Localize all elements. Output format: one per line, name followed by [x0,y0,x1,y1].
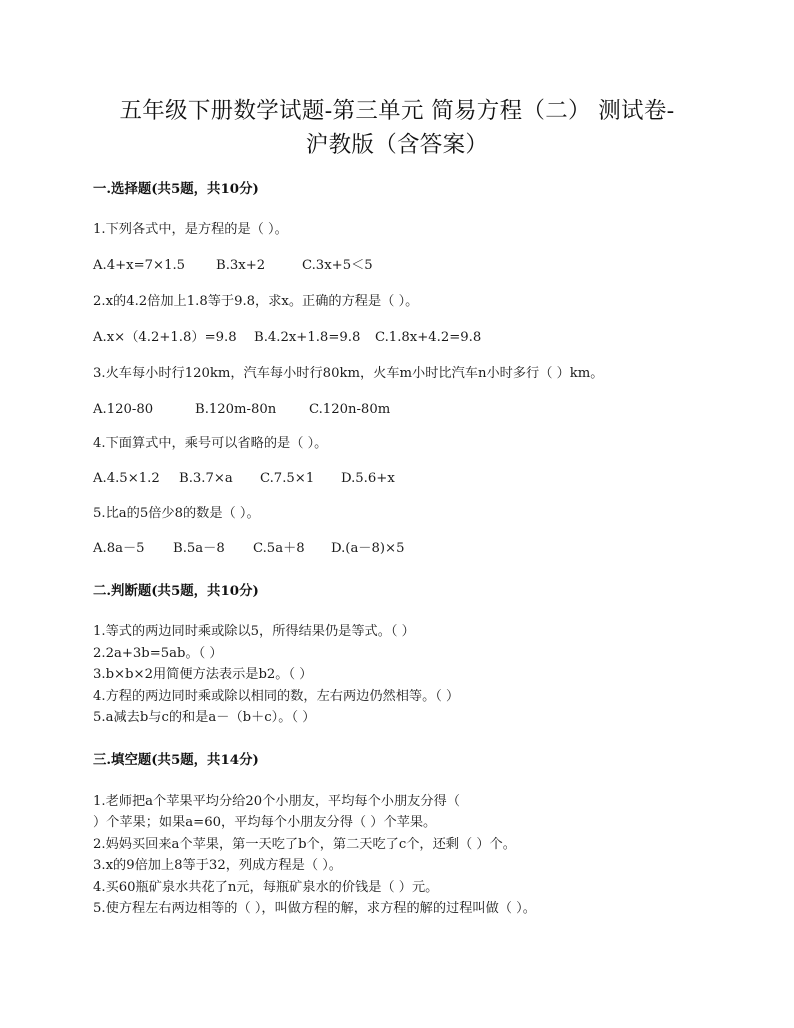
question-3: 3.火车每小时行120km，汽车每小时行80km，火车m小时比汽车n小时多行（ ）km。 [93,366,604,381]
option-d: D.(a－8)×5 [331,541,405,556]
option-b: B.120m-80n [195,402,277,417]
question-2: 2.x的4.2倍加上1.8等于9.8，求x。正确的方程是（ ）。 [93,294,419,309]
option-b: B.5a－8 [173,541,225,556]
fill-item-1-line-1: 1.老师把a个苹果平均分给20个小朋友，平均每个小朋友分得（ [93,794,460,809]
option-c: C.3x+5＜5 [302,258,373,273]
option-b: B.4.2x+1.8=9.8 [254,330,361,345]
question-4: 4.下面算式中，乘号可以省略的是（ ）。 [93,436,328,451]
option-a: A.x×（4.2+1.8）=9.8 [93,330,237,345]
option-b: B.3.7×a [179,471,233,486]
section-heading-choice: 一.选择题(共5题，共10分) [93,181,259,197]
option-c: C.120n-80m [309,402,391,417]
judge-item-5: 5.a减去b与c的和是a－（b＋c）。（ ） [93,710,316,725]
fill-item-4: 4.买60瓶矿泉水共花了n元，每瓶矿泉水的价钱是（ ）元。 [93,880,439,895]
question-2-options [93,329,481,347]
judge-item-3: 3.b×b×2用简便方法表示是b2。（ ） [93,667,313,682]
question-5: 5.比a的5倍少8的数是（ ）。 [93,506,260,521]
option-c: C.5a＋8 [253,541,305,556]
fill-item-3: 3.x的9倍加上8等于32，列成方程是（ ）。 [93,858,342,873]
option-a: A.4.5×1.2 [93,471,160,486]
question-4-options [93,470,395,488]
section-heading-judge: 二.判断题(共5题，共10分) [93,583,259,599]
question-1-options [93,257,373,275]
judge-item-2: 2.2a+3b=5ab。（ ） [93,646,223,661]
question-1: 1.下列各式中，是方程的是（ ）。 [93,222,288,237]
option-b: B.3x+2 [216,258,266,273]
judge-item-1: 1.等式的两边同时乘或除以5，所得结果仍是等式。（ ） [93,624,415,639]
page-title-line-1: 五年级下册数学试题-第三单元 简易方程（二） 测试卷- [119,98,675,124]
option-d: D.5.6+x [341,471,395,486]
judge-item-4: 4.方程的两边同时乘或除以相同的数，左右两边仍然相等。（ ） [93,689,460,704]
fill-item-1-line-2: ）个苹果；如果a=60，平均每个小朋友分得（ ）个苹果。 [93,815,437,830]
option-c: C.1.8x+4.2=9.8 [375,330,482,345]
option-a: A.8a－5 [93,541,145,556]
section-heading-fill: 三.填空题(共5题，共14分) [93,752,259,768]
question-5-options [93,540,404,558]
option-a: A.120-80 [93,402,154,417]
fill-item-5: 5.使方程左右两边相等的（ ），叫做方程的解，求方程的解的过程叫做（ ）。 [93,901,536,916]
option-c: C.7.5×1 [260,471,315,486]
page-title-line-2: 沪教版（含答案） [305,132,489,158]
question-3-options [93,401,390,419]
fill-item-2: 2.妈妈买回来a个苹果，第一天吃了b个，第二天吃了c个，还剩（ ）个。 [93,837,516,852]
option-a: A.4+x=7×1.5 [93,258,186,273]
